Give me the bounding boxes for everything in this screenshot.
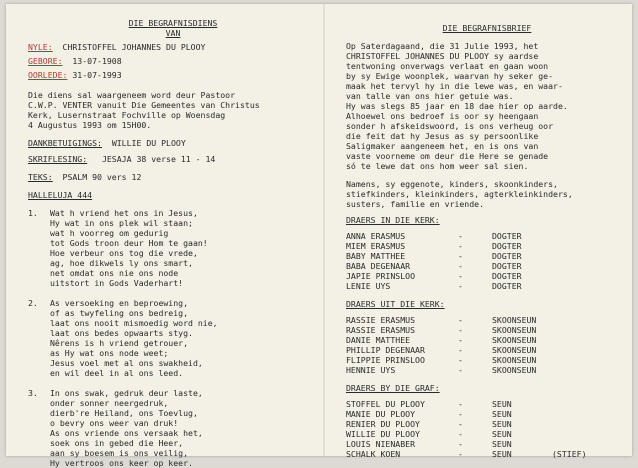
service-line: Kerk, Lusernstraat Fochville op Woensdag [28, 110, 226, 120]
born-line [28, 56, 318, 66]
pallbearer-dash: - [458, 449, 463, 459]
stanza-line: As ons vriende ons versaak het, [50, 428, 203, 438]
pallbearer-name: STOFFEL DU PLOOY [346, 399, 425, 409]
pallbearer-relation: SEUN [492, 419, 512, 429]
pallbearer-dash: - [458, 429, 463, 439]
center-fold [323, 4, 325, 456]
pallbearer-name: LENIE UYS [346, 281, 391, 291]
pallbearer-name: RENIER DU PLOOY [346, 419, 420, 429]
obituary-line: CHRISTOFFEL JOHANNES DU PLOOY sy aardse [346, 51, 539, 61]
pallbearer-row [346, 399, 628, 409]
text-line [28, 172, 318, 182]
obituary-line: Op Saterdagaand, die 31 Julie 1993, het [346, 41, 539, 51]
reading-line [28, 154, 318, 164]
stanza-line: In ons swak, gedruk deur laste, [50, 388, 203, 398]
reading-value: JESAJA 38 verse 11 - 14 [101, 154, 216, 164]
pallbearer-dash: - [458, 365, 463, 375]
pallbearer-dash: - [458, 281, 463, 291]
obituary-line: van talle van ons hier getuie was. [346, 91, 514, 101]
obituary-line: by sy Ewige woonplek, waarvan hy seker ge- [346, 71, 554, 81]
stanza-line: ag, hoe dikwels ly ons smart, [50, 258, 193, 268]
stanza-line: en wil deel in al ons leed. [50, 368, 184, 378]
family-line: susters, familie en vriende. [346, 199, 485, 209]
stanza-gap [28, 288, 318, 298]
stanza-number: 1. [28, 208, 38, 218]
hymn-stanza [28, 298, 318, 378]
obituary-line: Alhoewel ons bedroef is oor sy heengaan [346, 111, 539, 121]
pallbearer-sections [346, 215, 628, 459]
pallbearer-relation: SKOONSEUN [492, 315, 537, 325]
stanza-line: of as twyfeling ons bedreig, [50, 308, 189, 318]
obituary-line: só te lewe dat ons hom weer sal sien. [346, 161, 529, 171]
pallbearer-relation: DOGTER [492, 271, 522, 281]
pallbearer-name: PHILLIP DEGENAAR [346, 345, 425, 355]
section-heading: DRAERS UIT DIE KERK: [346, 299, 445, 309]
pallbearer-relation: DOGTER [492, 241, 522, 251]
stanza-line: soek ons in gebed die Heer, [50, 438, 184, 448]
pallbearer-row [346, 365, 628, 375]
section-heading: DRAERS BY DIE GRAF: [346, 383, 440, 393]
pallbearer-name: HENNIE UYS [346, 365, 396, 375]
pallbearer-relation: SKOONSEUN [492, 365, 537, 375]
left-page [28, 18, 318, 468]
stanza-line: laat ons bedes opwaarts styg. [50, 328, 193, 338]
stanza-line: Jesus voel met al ons swakheid, [50, 358, 203, 368]
pallbearer-relation: DOGTER [492, 281, 522, 291]
hymn-stanza [28, 208, 318, 288]
service-paragraph [28, 90, 318, 130]
section-heading: DRAERS IN DIE KERK: [346, 215, 440, 225]
pallbearer-name: WILLIE DU PLOOY [346, 429, 420, 439]
hymn-stanzas [28, 208, 318, 468]
reading-label: SKRIFLESING: [28, 154, 88, 164]
pallbearer-relation: DOGTER [492, 261, 522, 271]
stanza-lines [50, 208, 318, 288]
born-label: GEBORE: [28, 56, 63, 66]
obituary-line: maak het tervyl hy in die lewe was, en waar- [346, 81, 563, 91]
programme-sheet [6, 4, 632, 468]
pallbearer-name: ANNA ERASMUS [346, 231, 406, 241]
obituary-line: tentwoning onverwags verlaat en gaan woon [346, 61, 549, 71]
died-line [28, 70, 318, 80]
pallbearer-relation: SEUN [492, 449, 512, 459]
pallbearer-relation: SEUN [492, 409, 512, 419]
pallbearer-row [346, 241, 628, 251]
pallbearer-relation: SEUN [492, 439, 512, 449]
stanza-line: Hy wat in ons plek wil staan; [50, 218, 193, 228]
stanza-line: as Hy wat ons node weet; [50, 348, 169, 358]
died-value: 31-07-1993 [72, 70, 122, 80]
stanza-lines [50, 388, 318, 468]
pallbearer-relation: SKOONSEUN [492, 355, 537, 365]
pallbearer-name: DANIE MATTHEE [346, 335, 411, 345]
family-paragraph [346, 179, 628, 209]
pallbearer-dash: - [458, 419, 463, 429]
right-page [346, 23, 628, 459]
pallbearer-relation: DOGTER [492, 231, 522, 241]
pallbearer-row [346, 449, 628, 459]
pallbearer-row [346, 261, 628, 271]
pallbearer-relation: SKOONSEUN [492, 335, 537, 345]
stanza-line: laat ons nooit mismoedig word nie, [50, 318, 218, 328]
pallbearer-row [346, 345, 628, 355]
obituary-line: Saligmaker aangeneem het, en is ons van [346, 141, 539, 151]
pallbearer-row [346, 409, 628, 419]
stanza-line: tot Gods troon deur Hom te gaan! [50, 238, 208, 248]
right-title: DIE BEGRAFNISBRIEF [442, 23, 532, 33]
pallbearer-name: FLIPPIE PRINSLOO [346, 355, 425, 365]
pallbearer-row [346, 251, 628, 261]
pallbearer-name: MIEM ERASMUS [346, 241, 406, 251]
pallbearer-relation: SEUN [492, 399, 512, 409]
pallbearer-name: RASSIE ERASMUS [346, 325, 416, 335]
pallbearer-relation: SKOONSEUN [492, 345, 537, 355]
pallbearer-dash: - [458, 241, 463, 251]
obituary-line: Hy was slegs 85 jaar en 18 dae hier op aarde. [346, 101, 568, 111]
family-line: stiefkinders, kleinkinders, agterkleinkinders, [346, 189, 573, 199]
died-label: OORLEDE: [28, 70, 68, 80]
pallbearer-row [346, 281, 628, 291]
stanza-line: aan sy boesem is ons veilig, [50, 448, 189, 458]
stanza-line: Nêrens is h vriend getrouer, [50, 338, 189, 348]
stanza-lines [50, 298, 318, 378]
text-label: TEKS: [28, 172, 53, 182]
pallbearer-name: SCHALK KOEN [346, 449, 401, 459]
pallbearer-row [346, 315, 628, 325]
stanza-line: dierb're Heiland, ons Toevlug, [50, 408, 198, 418]
pallbearer-row [346, 325, 628, 335]
thanks-value: WILLIE DU PLOOY [111, 138, 186, 148]
pallbearer-row [346, 439, 628, 449]
pallbearer-relation: SKOONSEUN [492, 325, 537, 335]
pallbearer-row [346, 231, 628, 241]
stanza-line: uitstort in Gods Vaderhart! [50, 278, 184, 288]
pallbearer-row [346, 355, 628, 365]
pallbearer-dash: - [458, 439, 463, 449]
family-line: Namens, sy eggenote, kinders, skoonkinders, [346, 179, 558, 189]
pallbearer-name: RASSIE ERASMUS [346, 315, 416, 325]
pallbearer-row [346, 335, 628, 345]
pallbearer-relation: DOGTER [492, 251, 522, 261]
name-value: CHRISTOFFEL JOHANNES DU PLOOY [62, 42, 206, 52]
pallbearer-dash: - [458, 325, 463, 335]
pallbearer-dash: - [458, 409, 463, 419]
pallbearer-row [346, 271, 628, 281]
hymn-title: HALLELUJA 444 [28, 190, 93, 200]
pallbearer-name: BABA DEGENAAR [346, 261, 411, 271]
service-line: Die diens sal waargeneem word deur Pastoor [28, 90, 236, 100]
born-value: 13-07-1908 [72, 56, 122, 66]
obituary-line: sonder h afskeidswoord, is ons verheug oor [346, 121, 554, 131]
service-line: 4 Augustus 1993 om 15H00. [28, 120, 152, 130]
left-title: DIE BEGRAFNISDIENS [128, 18, 218, 28]
pallbearer-relation: SEUN [492, 429, 512, 439]
stanza-line: wat h voorreg om gedurig [50, 228, 169, 238]
pallbearer-note: (STIEF) [552, 449, 587, 459]
name-line [28, 42, 318, 52]
section-gap [346, 291, 628, 299]
stanza-line: Hoe verbeur ons tog die vrede, [50, 248, 198, 258]
pallbearer-dash: - [458, 261, 463, 271]
stanza-line: net omdat ons nie ons node [50, 268, 179, 278]
left-title-sub: VAN [165, 28, 181, 38]
stanza-gap [28, 378, 318, 388]
pallbearer-row [346, 419, 628, 429]
service-line: C.W.P. VENTER vanuit Die Gemeentes van Christus [28, 100, 260, 110]
obituary-paragraph [346, 41, 628, 171]
pallbearer-dash: - [458, 315, 463, 325]
pallbearer-name: BABY MATTHEE [346, 251, 406, 261]
obituary-line: vaste voorneme om deur die Here se genade [346, 151, 549, 161]
pallbearer-name: LOUIS NIENABER [346, 439, 416, 449]
pallbearer-dash: - [458, 271, 463, 281]
obituary-line: die feit dat hy Jesus as sy persoonlike [346, 131, 539, 141]
thanks-label: DANKBETUIGINGS: [28, 138, 102, 148]
pallbearer-dash: - [458, 251, 463, 261]
name-label: NYLE: [28, 42, 53, 52]
thanks-line [28, 138, 318, 148]
pallbearer-row [346, 429, 628, 439]
text-value: PSALM 90 vers 12 [62, 172, 142, 182]
stanza-line: As versoeking en beproewing, [50, 298, 189, 308]
stanza-number: 2. [28, 298, 38, 308]
pallbearer-dash: - [458, 399, 463, 409]
pallbearer-dash: - [458, 345, 463, 355]
stanza-line: Wat h vriend het ons in Jesus, [50, 208, 198, 218]
stanza-number: 3. [28, 388, 38, 398]
stanza-line: onder sonner neergedruk, [50, 398, 169, 408]
section-gap [346, 375, 628, 383]
pallbearer-dash: - [458, 335, 463, 345]
pallbearer-dash: - [458, 355, 463, 365]
pallbearer-dash: - [458, 231, 463, 241]
stanza-line: o bevry ons weer van druk! [50, 418, 179, 428]
pallbearer-name: MANIE DU PLOOY [346, 409, 416, 419]
hymn-stanza [28, 388, 318, 468]
stanza-line: Hy vertroos ons keer op keer. [50, 458, 193, 468]
pallbearer-name: JAPIE PRINSLOO [346, 271, 416, 281]
